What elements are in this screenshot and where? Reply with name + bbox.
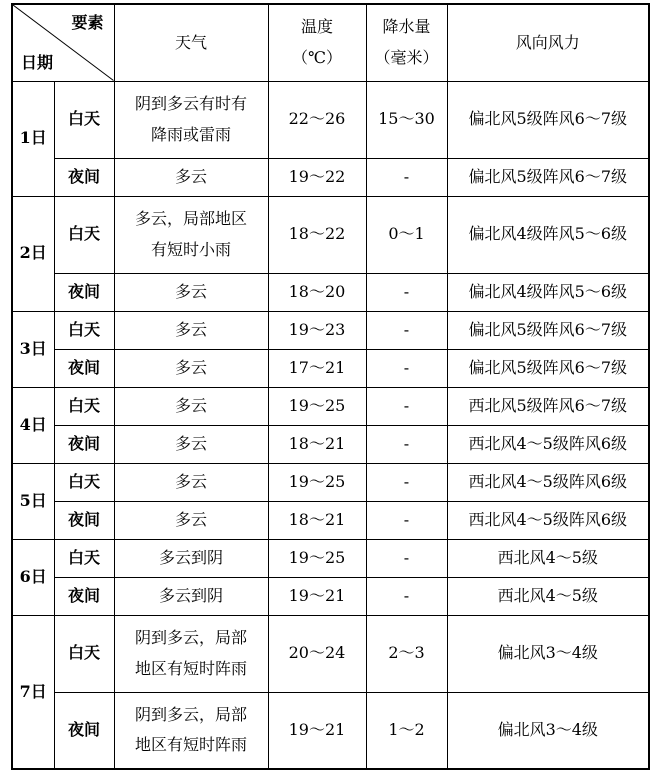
period-cell: 白天 — [54, 615, 114, 692]
weather-text-line1: 多云 — [174, 319, 207, 339]
weather-cell — [114, 81, 268, 158]
date-cell: 6日 — [12, 539, 54, 615]
precipitation-cell: - — [366, 273, 447, 311]
precipitation-header-line1: 降水量 — [382, 17, 431, 37]
corner-date-label: 日期 — [21, 52, 54, 72]
weather-text-line1: 多云 — [174, 395, 207, 415]
temperature-cell: 20～24 — [268, 615, 366, 692]
temperature-cell: 17～21 — [268, 349, 366, 387]
weather-text-line1: 多云到阴 — [158, 585, 223, 605]
weather-cell — [114, 387, 268, 425]
temperature-cell: 19～22 — [268, 158, 366, 196]
precipitation-cell: - — [366, 425, 447, 463]
weather-cell — [114, 463, 268, 501]
wind-cell: 西北风4～5级 — [447, 539, 649, 577]
wind-cell: 西北风4～5级阵风6级 — [447, 463, 649, 501]
corner-header-cell — [12, 4, 114, 81]
precipitation-cell: - — [366, 311, 447, 349]
weather-cell — [114, 196, 268, 273]
precipitation-cell: - — [366, 463, 447, 501]
weather-cell — [114, 539, 268, 577]
period-cell: 夜间 — [54, 273, 114, 311]
weather-cell — [114, 311, 268, 349]
temperature-header-unit: （℃） — [292, 47, 342, 67]
date-cell: 7日 — [12, 615, 54, 769]
date-cell: 1日 — [12, 81, 54, 196]
precipitation-cell: - — [366, 577, 447, 615]
precipitation-cell: 15～30 — [366, 81, 447, 158]
header-row — [12, 4, 649, 81]
table-row — [12, 311, 649, 349]
period-cell: 夜间 — [54, 692, 114, 769]
period-cell: 夜间 — [54, 501, 114, 539]
table-row — [12, 387, 649, 425]
temperature-cell: 22～26 — [268, 81, 366, 158]
temperature-cell: 18～21 — [268, 501, 366, 539]
wind-cell: 偏北风5级阵风6～7级 — [447, 349, 649, 387]
weather-cell — [114, 615, 268, 692]
table-row — [12, 692, 649, 769]
temperature-cell: 19～21 — [268, 692, 366, 769]
weather-text-line1: 阴到多云，局部 — [134, 628, 247, 648]
date-cell: 2日 — [12, 196, 54, 311]
period-cell: 夜间 — [54, 158, 114, 196]
temperature-cell: 18～20 — [268, 273, 366, 311]
weather-text-line2: 有短时小雨 — [150, 239, 231, 259]
wind-header: 风向风力 — [447, 4, 649, 81]
weather-text-line1: 多云 — [174, 433, 207, 453]
temperature-cell: 18～22 — [268, 196, 366, 273]
weather-text-line1: 多云，局部地区 — [134, 209, 247, 229]
temperature-cell: 19～25 — [268, 539, 366, 577]
corner-element-label: 要素 — [71, 13, 104, 32]
table-row — [12, 81, 649, 158]
weather-header: 天气 — [114, 4, 268, 81]
weather-text-line1: 多云 — [174, 509, 207, 529]
table-row — [12, 425, 649, 463]
temperature-header — [268, 4, 366, 81]
period-cell: 白天 — [54, 81, 114, 158]
temperature-cell: 19～25 — [268, 463, 366, 501]
wind-cell: 西北风5级阵风6～7级 — [447, 387, 649, 425]
weather-text-line2: 降雨或雷雨 — [150, 124, 231, 144]
period-cell: 白天 — [54, 196, 114, 273]
table-row — [12, 615, 649, 692]
weather-cell — [114, 425, 268, 463]
date-cell: 3日 — [12, 311, 54, 387]
precipitation-cell: 0～1 — [366, 196, 447, 273]
date-cell: 4日 — [12, 387, 54, 463]
forecast-table — [11, 3, 650, 770]
precipitation-cell: - — [366, 501, 447, 539]
weather-text-line1: 多云到阴 — [158, 547, 223, 567]
temperature-header-line1: 温度 — [300, 17, 333, 37]
table-row — [12, 501, 649, 539]
table-row — [12, 273, 649, 311]
period-cell: 夜间 — [54, 349, 114, 387]
precipitation-cell: - — [366, 539, 447, 577]
precipitation-cell: 1～2 — [366, 692, 447, 769]
period-cell: 白天 — [54, 463, 114, 501]
date-cell: 5日 — [12, 463, 54, 539]
precipitation-cell: - — [366, 158, 447, 196]
wind-cell: 偏北风4级阵风5～6级 — [447, 273, 649, 311]
table-row — [12, 349, 649, 387]
period-cell: 夜间 — [54, 425, 114, 463]
wind-cell: 偏北风5级阵风6～7级 — [447, 158, 649, 196]
weather-text-line2: 地区有短时阵雨 — [134, 735, 247, 755]
wind-cell: 西北风4～5级阵风6级 — [447, 501, 649, 539]
weather-text-line1: 多云 — [174, 281, 207, 301]
table-row — [12, 577, 649, 615]
weather-text-line1: 多云 — [174, 471, 207, 491]
weather-text-line1: 阴到多云，局部 — [134, 704, 247, 724]
temperature-cell: 19～25 — [268, 387, 366, 425]
weather-text-line2: 地区有短时阵雨 — [134, 658, 247, 678]
precipitation-cell: - — [366, 387, 447, 425]
weather-text-line1: 阴到多云有时有 — [134, 94, 247, 114]
wind-cell: 偏北风3～4级 — [447, 615, 649, 692]
wind-cell: 西北风4～5级 — [447, 577, 649, 615]
wind-cell: 偏北风3～4级 — [447, 692, 649, 769]
table-row — [12, 539, 649, 577]
table-row — [12, 158, 649, 196]
period-cell: 夜间 — [54, 577, 114, 615]
weather-cell — [114, 273, 268, 311]
weather-cell — [114, 501, 268, 539]
table-row — [12, 463, 649, 501]
weather-cell — [114, 158, 268, 196]
period-cell: 白天 — [54, 387, 114, 425]
precipitation-cell: - — [366, 349, 447, 387]
temperature-cell: 19～21 — [268, 577, 366, 615]
wind-cell: 偏北风5级阵风6～7级 — [447, 311, 649, 349]
temperature-cell: 19～23 — [268, 311, 366, 349]
precipitation-cell: 2～3 — [366, 615, 447, 692]
precipitation-header-unit: （毫米） — [374, 47, 439, 67]
weather-cell — [114, 692, 268, 769]
weather-text-line1: 多云 — [174, 166, 207, 186]
wind-cell: 偏北风5级阵风6～7级 — [447, 81, 649, 158]
wind-cell: 偏北风4级阵风5～6级 — [447, 196, 649, 273]
temperature-cell: 18～21 — [268, 425, 366, 463]
forecast-body — [12, 81, 649, 769]
precipitation-header — [366, 4, 447, 81]
period-cell: 白天 — [54, 539, 114, 577]
weather-text-line1: 多云 — [174, 357, 207, 377]
wind-cell: 西北风4～5级阵风6级 — [447, 425, 649, 463]
period-cell: 白天 — [54, 311, 114, 349]
weather-cell — [114, 349, 268, 387]
weather-cell — [114, 577, 268, 615]
table-row — [12, 196, 649, 273]
